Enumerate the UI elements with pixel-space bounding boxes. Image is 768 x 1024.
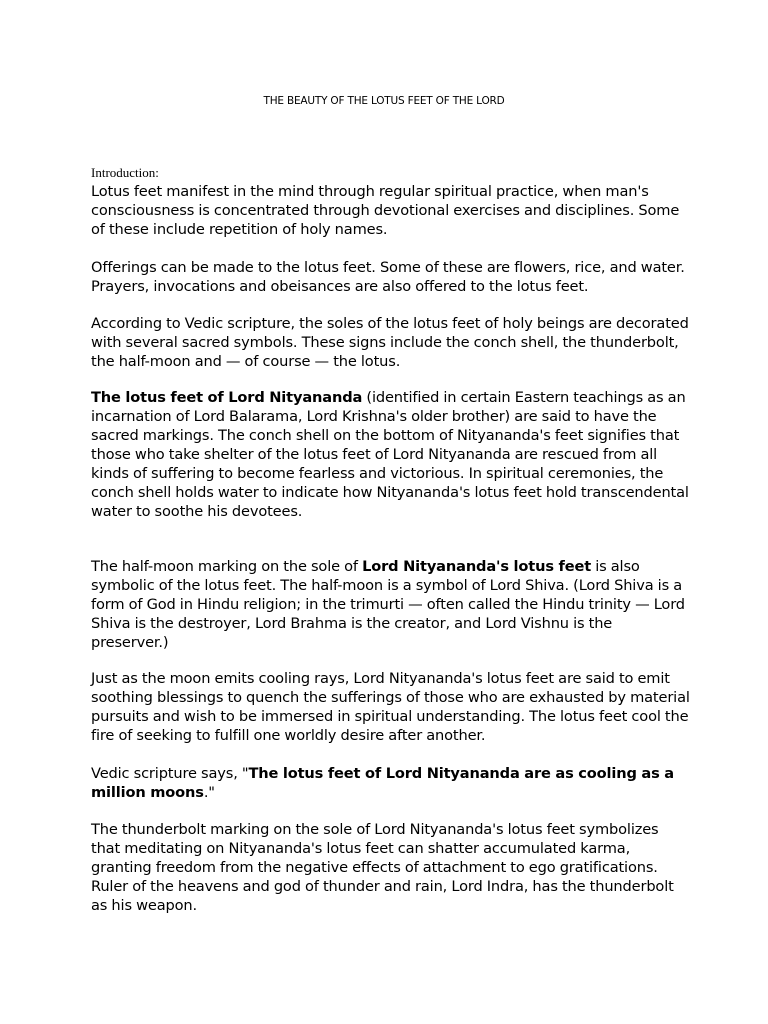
- introduction-label: Introduction:: [91, 165, 159, 180]
- paragraph-5-start: The half-moon marking on the sole of: [91, 558, 363, 575]
- paragraph-2: Offerings can be made to the lotus feet. Some of these are flowers, rice, and water. Prayers, invocations and obeisances are also offered to the lotus feet.: [91, 259, 685, 295]
- paragraph-7-start: Vedic scripture says, ": [91, 765, 249, 782]
- paragraph-1: Lotus feet manifest in the mind through regular spiritual practice, when man's consciousness is concentrated through devotional exercises and disciplines. Some of these include repetition of holy names.: [91, 183, 680, 238]
- paragraph-4-rest: (identified in certain Eastern teachings as an incarnation of Lord Balarama, Lord Krishna's older brother) are said to have the sacred markings. The conch shell on the bottom of Nityananda's feet signifies that those who take shelter of the lotus feet of Lord Nityananda are rescued from all kinds of suffering to become fearless and victorious. In spiritual ceremonies, the conch shell holds water to indicate how Nityananda's lotus feet hold transcendental water to soothe his devotees.: [91, 389, 689, 520]
- paragraph-7: [91, 764, 691, 802]
- paragraph-6: Just as the moon emits cooling rays, Lord Nityananda's lotus feet are said to emit soothing blessings to quench the sufferings of those who are exhausted by material pursuits and wish to be immersed in spiritual understanding. The lotus feet cool the fire of seeking to fulfill one worldly desire after another.: [91, 670, 690, 744]
- paragraph-5-bold: Lord Nityananda's lotus feet: [362, 558, 592, 575]
- paragraph-4-bold: The lotus feet of Lord Nityananda: [91, 389, 363, 406]
- paragraph-7-bold-quote: The lotus feet of Lord Nityananda are as cooling as a million moons: [91, 765, 674, 801]
- paragraph-7-end: .": [203, 784, 215, 801]
- paragraph-8: The thunderbolt marking on the sole of Lord Nityananda's lotus feet symbolizes that meditating on Nityananda's lotus feet can shatter accumulated karma, granting freedom from the negative effects of attachment to ego gratifications. Ruler of the heavens and god of thunder and rain, Lord Indra, has the thunderbolt as his weapon.: [91, 821, 674, 914]
- paragraph-5: [91, 557, 691, 652]
- paragraph-3: According to Vedic scripture, the soles of the lotus feet of holy beings are decorated with several sacred symbols. These signs include the conch shell, the thunderbolt, the half-moon and — of course — the lotus.: [91, 315, 689, 370]
- document-title: THE BEAUTY OF THE LOTUS FEET OF THE LORD: [263, 95, 505, 107]
- paragraph-5-rest: is also symbolic of the lotus feet. The half-moon is a symbol of Lord Shiva. (Lord Shiva is a form of God in Hindu religion; in the trimurti — often called the Hindu trinity — Lord Shiva is the destroyer, Lord Brahma is the creator, and Lord Vishnu is the preserver.): [91, 558, 685, 651]
- paragraph-4: [91, 388, 691, 521]
